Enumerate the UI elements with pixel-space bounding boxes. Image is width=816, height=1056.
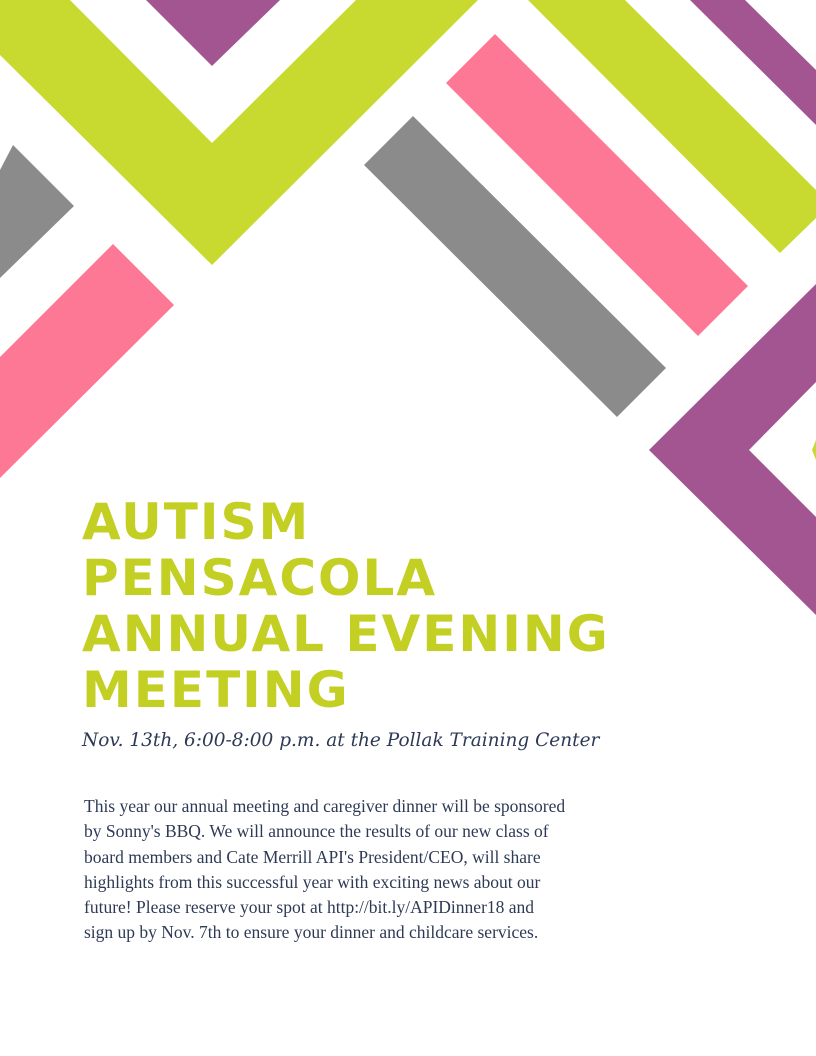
- title-line-3: ANNUAL EVENING: [82, 605, 610, 663]
- event-title: [82, 494, 722, 718]
- pink-bar-left: [0, 244, 174, 478]
- title-line-2: PENSACOLA: [82, 549, 438, 607]
- description-line: sign up by Nov. 7th to ensure your dinner and childcare services.: [84, 922, 539, 943]
- gray-bar-left: [0, 145, 74, 278]
- title-line-4: MEETING: [82, 661, 350, 719]
- description-line: board members and Cate Merrill API's President/CEO, will share: [84, 846, 541, 867]
- description-line: future! Please reserve your spot at http://bit.ly/APIDinner18 and: [84, 897, 535, 918]
- description-line: highlights from this successful year with exciting news about our: [84, 871, 541, 892]
- title-line-1: AUTISM: [82, 493, 311, 551]
- event-date-location: Nov. 13th, 6:00-8:00 p.m. at the Pollak Training Center: [82, 730, 600, 751]
- description-line: by Sonny's BBQ. We will announce the results of our new class of: [84, 821, 549, 842]
- event-description: [84, 794, 664, 946]
- lime-sliver-right: [812, 440, 816, 460]
- purple-chevron-top: [146, 0, 280, 66]
- description-line: This year our annual meeting and caregiver dinner will be sponsored: [84, 796, 566, 816]
